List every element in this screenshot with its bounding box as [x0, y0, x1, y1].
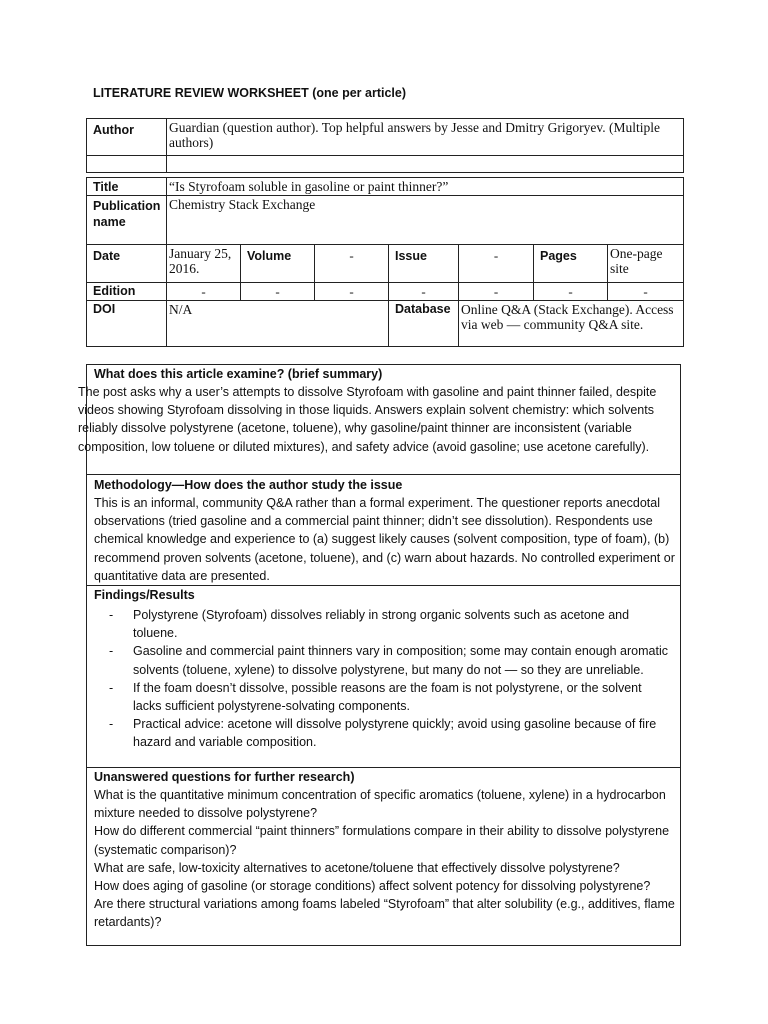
summary-text: The post asks why a user’s attempts to dissolve Styrofoam with gasoline and paint thinner failed, despite videos showing Styrofoam dissolving in those liquids. Answers explain solvent chemistry: which solvents reliably dissolve polystyrene (acetone, toluene), why gasoline/paint thinner are inconsistent (variable composition, low toluene or diluted mixtures), and safety advice (avoid gasoline; use acetone carefully).: [78, 385, 657, 454]
methodology-section: [87, 474, 680, 585]
edition-value: -: [459, 283, 534, 301]
title-value: “Is Styrofoam soluble in gasoline or paint thinner?”: [167, 178, 684, 196]
publication-value: Chemistry Stack Exchange: [167, 196, 684, 245]
pages-value: One-page site: [608, 245, 684, 283]
title-label: Title: [87, 178, 167, 196]
bullet-dash: -: [109, 680, 114, 695]
article-metadata-table: [86, 118, 684, 347]
summary-section: [78, 365, 680, 474]
list-item: [109, 642, 672, 678]
finding-text: Gasoline and commercial paint thinners vary in composition; some may contain enough aromatic solvents (toluene, xylene) to dissolve polystyrene, but many do not — so they are unreliable.: [133, 644, 668, 677]
question-item: How do different commercial “paint thinners” formulations compare in their ability to dissolve polystyrene (systematic comparison)?: [94, 824, 670, 857]
volume-value: -: [315, 245, 389, 283]
question-item: What is the quantitative minimum concentration of specific aromatics (toluene, xylene) in a hydrocarbon mixture needed to dissolve polystyrene?: [94, 788, 666, 821]
methodology-text: This is an informal, community Q&A rather than a formal experiment. The questioner reports anecdotal observations (tried gasoline and a commercial paint thinner; didn’t see dissolution). Respondents use chemical knowledge and experience to (a) suggest likely causes (solvent composition, type of foam), (b) recommend proven solvents (acetone, toluene), and (c) warn about hazards. No controlled experiment or quantitative data are presented.: [94, 496, 675, 583]
bullet-dash: -: [109, 717, 114, 732]
doi-label: DOI: [87, 301, 167, 347]
summary-heading: What does this article examine? (brief summary): [94, 367, 383, 381]
blank-cell: [87, 156, 167, 173]
database-value: Online Q&A (Stack Exchange). Access via web — community Q&A site.: [459, 301, 684, 347]
list-item: [109, 679, 672, 715]
list-item: [109, 606, 672, 642]
date-label: Date: [87, 245, 167, 283]
article-analysis-box: [78, 364, 681, 946]
finding-text: Polystyrene (Styrofoam) dissolves reliably in strong organic solvents such as acetone and toluene.: [133, 608, 630, 641]
edition-value: -: [167, 283, 241, 301]
findings-section: [87, 585, 680, 767]
bullet-dash: -: [109, 644, 114, 659]
edition-label: Edition: [87, 283, 167, 301]
edition-value: -: [315, 283, 389, 301]
finding-text: If the foam doesn’t dissolve, possible reasons are the foam is not polystyrene, or the solvent lacks sufficient polystyrene-solvating components.: [133, 680, 642, 714]
blank-cell: [167, 156, 684, 173]
question-item: What are safe, low-toxicity alternatives to acetone/toluene that effectively dissolve polystyrene?: [94, 860, 620, 875]
findings-heading: Findings/Results: [94, 588, 195, 602]
issue-label: Issue: [389, 245, 459, 283]
bullet-dash: -: [109, 608, 114, 622]
database-label: Database: [389, 301, 459, 347]
findings-list: [87, 606, 680, 752]
edition-value: -: [534, 283, 608, 301]
issue-value: -: [459, 245, 534, 283]
question-item: How does aging of gasoline (or storage conditions) affect solvent potency for dissolving polystyrene?: [94, 879, 651, 894]
author-value: Guardian (question author). Top helpful answers by Jesse and Dmitry Grigoryev. (Multiple authors): [167, 119, 684, 156]
date-value: January 25, 2016.: [167, 245, 241, 283]
question-item: Are there structural variations among foams labeled “Styrofoam” that alter solubility (e.g., additives, flame retardants)?: [94, 897, 675, 930]
finding-text: Practical advice: acetone will dissolve polystyrene quickly; avoid using gasoline because of fire hazard and variable composition.: [133, 717, 657, 750]
questions-heading: Unanswered questions for further research): [94, 770, 355, 784]
publication-label: Publication name: [87, 196, 167, 245]
edition-value: -: [608, 283, 684, 301]
author-label: Author: [87, 119, 167, 156]
questions-section: [87, 767, 680, 945]
list-item: [109, 715, 672, 751]
methodology-heading: Methodology—How does the author study the issue: [94, 478, 403, 492]
edition-value: -: [389, 283, 459, 301]
page-title: LITERATURE REVIEW WORKSHEET (one per article): [93, 86, 406, 100]
doi-value: N/A: [167, 301, 389, 347]
pages-label: Pages: [534, 245, 608, 283]
edition-value: -: [241, 283, 315, 301]
volume-label: Volume: [241, 245, 315, 283]
